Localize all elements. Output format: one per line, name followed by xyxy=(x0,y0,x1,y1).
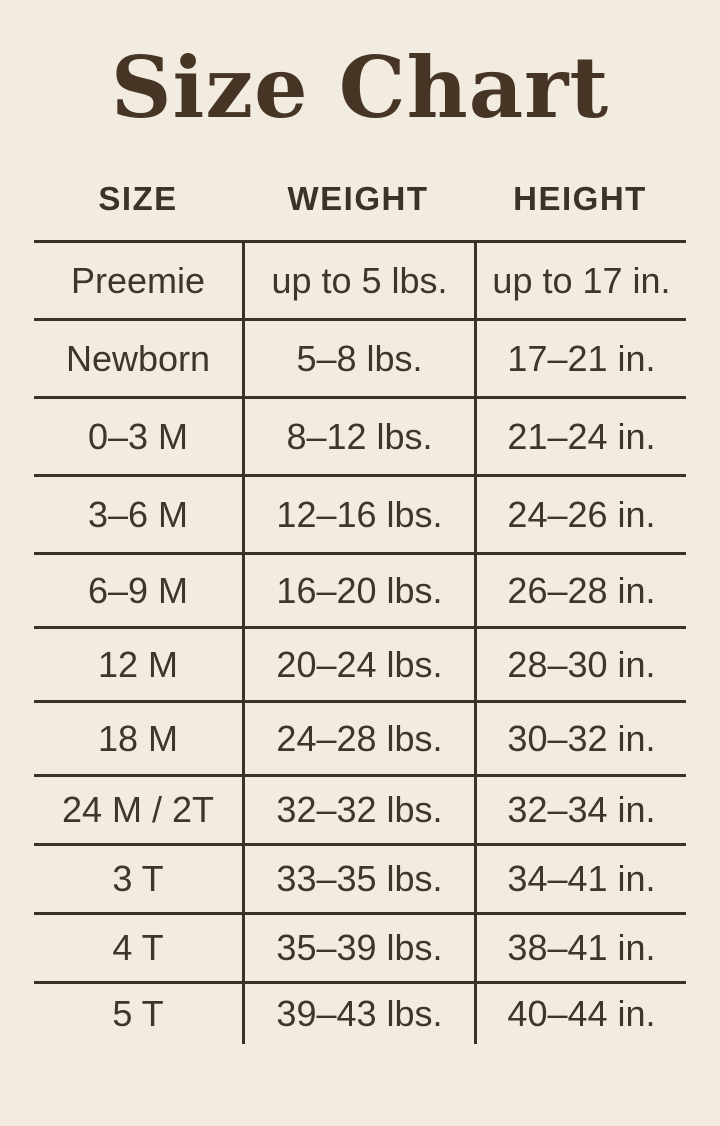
cell-weight: 8–12 lbs. xyxy=(242,399,474,474)
cell-size: 3–6 M xyxy=(87,493,189,535)
cell-size: 3 T xyxy=(112,858,164,899)
cell-height: 21–24 in. xyxy=(474,399,686,474)
cell-height: 34–41 in. xyxy=(474,846,686,912)
size-chart-table xyxy=(34,158,686,1044)
cell-height: 32–34 in. xyxy=(474,777,686,843)
table-row xyxy=(34,774,686,843)
column-header-weight: WEIGHT xyxy=(287,180,429,217)
cell-height: 38–41 in. xyxy=(474,915,686,981)
cell-size: 6–9 M xyxy=(87,569,189,611)
cell-weight: 32–32 lbs. xyxy=(242,777,474,843)
cell-weight: 20–24 lbs. xyxy=(242,629,474,700)
table-row xyxy=(34,912,686,981)
table-row xyxy=(34,240,686,318)
table-row xyxy=(34,318,686,396)
cell-weight: 24–28 lbs. xyxy=(242,703,474,774)
table-row xyxy=(34,474,686,552)
column-header-size: SIZE xyxy=(98,180,178,217)
table-row xyxy=(34,700,686,774)
page-title: Size Chart xyxy=(110,38,610,137)
table-row xyxy=(34,552,686,626)
cell-size: Preemie xyxy=(70,259,206,301)
cell-weight: 16–20 lbs. xyxy=(242,555,474,626)
cell-height: 28–30 in. xyxy=(474,629,686,700)
cell-weight: 39–43 lbs. xyxy=(242,984,474,1044)
cell-size: 0–3 M xyxy=(87,415,189,457)
cell-size: 12 M xyxy=(97,643,179,685)
cell-size: 5 T xyxy=(112,993,164,1034)
cell-weight: 35–39 lbs. xyxy=(242,915,474,981)
table-body xyxy=(34,240,686,1044)
cell-size: 18 M xyxy=(97,717,179,759)
table-row xyxy=(34,981,686,1044)
column-header-height: HEIGHT xyxy=(513,180,647,217)
cell-weight: up to 5 lbs. xyxy=(242,243,474,318)
cell-height: 26–28 in. xyxy=(474,555,686,626)
cell-size: 4 T xyxy=(112,927,164,968)
cell-size: 24 M / 2T xyxy=(61,789,215,830)
table-header-row xyxy=(34,158,686,240)
cell-weight: 33–35 lbs. xyxy=(242,846,474,912)
cell-height: 24–26 in. xyxy=(474,477,686,552)
cell-weight: 12–16 lbs. xyxy=(242,477,474,552)
cell-height: 30–32 in. xyxy=(474,703,686,774)
table-row xyxy=(34,396,686,474)
cell-height: 40–44 in. xyxy=(474,984,686,1044)
cell-height: up to 17 in. xyxy=(474,243,686,318)
cell-size: Newborn xyxy=(65,337,211,379)
table-row xyxy=(34,626,686,700)
cell-weight: 5–8 lbs. xyxy=(242,321,474,396)
cell-height: 17–21 in. xyxy=(474,321,686,396)
table-row xyxy=(34,843,686,912)
